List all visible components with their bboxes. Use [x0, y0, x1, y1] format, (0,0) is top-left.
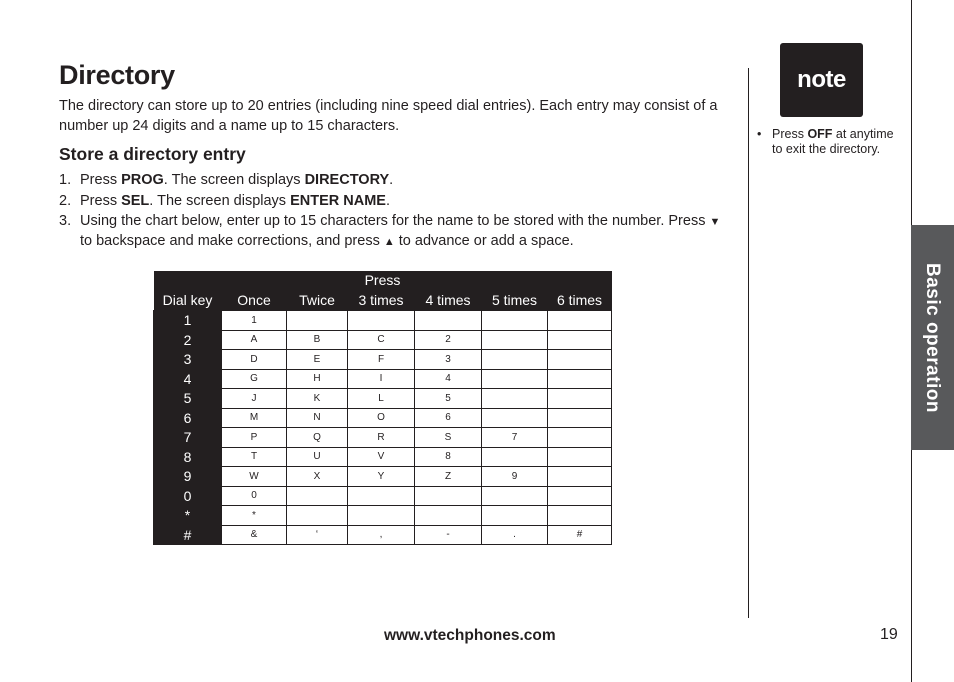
press-header: Press [154, 271, 612, 290]
table-body [154, 311, 612, 545]
character-cell: Y [348, 467, 415, 487]
table-row [154, 428, 612, 448]
step-text: . [389, 172, 394, 188]
character-cell [287, 311, 348, 331]
press-count-header: Once [222, 290, 287, 311]
dial-key-cell: 4 [154, 369, 222, 389]
step-number: 2. [59, 192, 72, 209]
character-cell: . [482, 525, 548, 545]
character-cell [548, 506, 612, 526]
section-tab-label: Basic operation [922, 262, 944, 413]
table-row [154, 486, 612, 506]
character-cell: Q [287, 428, 348, 448]
character-cell [482, 408, 548, 428]
key-name: SEL [121, 192, 150, 209]
character-cell: B [287, 330, 348, 350]
character-cell [415, 506, 482, 526]
character-cell: F [348, 350, 415, 370]
step-1 [59, 171, 735, 190]
note-list [757, 127, 897, 157]
step-3 [59, 212, 735, 252]
character-cell [287, 506, 348, 526]
section-heading: Store a directory entry [59, 144, 246, 164]
character-cell: 6 [415, 408, 482, 428]
table-row [154, 369, 612, 389]
character-cell: A [222, 330, 287, 350]
character-cell: H [287, 369, 348, 389]
table-row [154, 330, 612, 350]
character-cell: , [348, 525, 415, 545]
character-cell: ‘ [287, 525, 348, 545]
character-cell: W [222, 467, 287, 487]
character-cell [548, 486, 612, 506]
character-cell: V [348, 447, 415, 467]
character-cell [548, 369, 612, 389]
table-row [154, 311, 612, 331]
character-cell: O [348, 408, 415, 428]
character-cell [482, 486, 548, 506]
character-cell: 8 [415, 447, 482, 467]
dial-key-cell: 5 [154, 389, 222, 409]
down-arrow-icon: ▼ [709, 216, 721, 228]
character-chart-table [153, 271, 612, 545]
character-cell [548, 350, 612, 370]
key-name: OFF [807, 127, 833, 141]
screen-message: DIRECTORY [304, 172, 390, 188]
dial-key-cell: 3 [154, 350, 222, 370]
character-cell: 1 [222, 311, 287, 331]
character-cell: S [415, 428, 482, 448]
column-divider [748, 68, 749, 618]
step-text: . The screen displays [163, 172, 305, 188]
dial-key-cell: * [154, 506, 222, 526]
character-cell: D [222, 350, 287, 370]
page-number: 19 [880, 626, 898, 643]
step-text: . [385, 192, 390, 209]
step-text: Press [80, 172, 122, 188]
character-cell: G [222, 369, 287, 389]
character-cell [482, 506, 548, 526]
character-cell [348, 311, 415, 331]
table-header-row [154, 290, 612, 311]
character-cell [548, 428, 612, 448]
table-row [154, 408, 612, 428]
table-row [154, 506, 612, 526]
step-number: 1. [59, 172, 72, 188]
table-row [154, 447, 612, 467]
table-row [154, 389, 612, 409]
character-cell: K [287, 389, 348, 409]
character-cell [482, 369, 548, 389]
step-text: Using the chart below, enter up to 15 characters for the name to be stored with the number. Press [80, 213, 710, 229]
dial-key-cell: # [154, 525, 222, 545]
character-cell: C [348, 330, 415, 350]
character-cell [348, 486, 415, 506]
character-cell: 4 [415, 369, 482, 389]
press-count-header: 5 times [482, 290, 548, 311]
table-row [154, 525, 612, 545]
character-cell [548, 311, 612, 331]
character-cell [482, 350, 548, 370]
character-cell [415, 486, 482, 506]
character-cell [482, 447, 548, 467]
note-text: Press [772, 127, 808, 141]
character-cell [548, 389, 612, 409]
footer-url: www.vtechphones.com [384, 627, 556, 644]
press-count-header: 3 times [348, 290, 415, 311]
character-cell [287, 486, 348, 506]
character-cell: L [348, 389, 415, 409]
dial-key-cell: 9 [154, 467, 222, 487]
character-cell [548, 408, 612, 428]
note-badge [780, 43, 863, 117]
press-count-header: Twice [287, 290, 348, 311]
character-cell [415, 311, 482, 331]
character-cell: - [415, 525, 482, 545]
press-count-header: 6 times [548, 290, 612, 311]
section-tab [911, 225, 954, 450]
step-number: 3. [59, 213, 72, 229]
character-cell: Z [415, 467, 482, 487]
character-cell: & [222, 525, 287, 545]
dial-key-cell: 2 [154, 330, 222, 350]
character-cell: 0 [222, 486, 287, 506]
step-text: to backspace and make corrections, and press [80, 233, 384, 249]
note-text: at anytime to exit the directory. [772, 127, 894, 156]
character-cell: M [222, 408, 287, 428]
character-cell: R [348, 428, 415, 448]
character-cell: 7 [482, 428, 548, 448]
character-cell [548, 330, 612, 350]
step-text: . The screen displays [149, 192, 291, 209]
screen-message: ENTER NAME [290, 192, 386, 209]
note-item [757, 127, 897, 157]
dial-key-cell: 8 [154, 447, 222, 467]
character-cell [548, 447, 612, 467]
key-name: PROG [121, 172, 164, 188]
character-cell [348, 506, 415, 526]
character-cell [482, 311, 548, 331]
character-cell: 5 [415, 389, 482, 409]
dial-key-cell: 0 [154, 486, 222, 506]
up-arrow-icon: ▲ [383, 236, 395, 248]
table-row [154, 350, 612, 370]
page-title: Directory [59, 60, 175, 90]
character-cell: T [222, 447, 287, 467]
character-cell: 3 [415, 350, 482, 370]
character-cell [482, 330, 548, 350]
character-cell [482, 389, 548, 409]
step-text: to advance or add a space. [394, 233, 574, 249]
press-count-header: 4 times [415, 290, 482, 311]
note-label: note [797, 66, 846, 93]
character-cell: * [222, 506, 287, 526]
dial-key-cell: 6 [154, 408, 222, 428]
intro-paragraph: The directory can store up to 20 entries (including nine speed dial entries). Each entry may consist of a number up 24 digits and a name up to 15 characters. [59, 98, 718, 134]
character-cell: # [548, 525, 612, 545]
dial-key-header: Dial key [154, 290, 222, 311]
character-cell: J [222, 389, 287, 409]
character-cell: 9 [482, 467, 548, 487]
bullet-icon: • [757, 127, 762, 141]
character-cell: X [287, 467, 348, 487]
step-2 [59, 192, 735, 211]
character-cell: N [287, 408, 348, 428]
character-cell: I [348, 369, 415, 389]
dial-key-cell: 1 [154, 311, 222, 331]
character-cell: E [287, 350, 348, 370]
step-text: Press [80, 192, 122, 209]
steps-list [59, 171, 735, 254]
dial-key-cell: 7 [154, 428, 222, 448]
character-cell: 2 [415, 330, 482, 350]
character-cell: P [222, 428, 287, 448]
character-cell [548, 467, 612, 487]
character-cell: U [287, 447, 348, 467]
table-row [154, 467, 612, 487]
